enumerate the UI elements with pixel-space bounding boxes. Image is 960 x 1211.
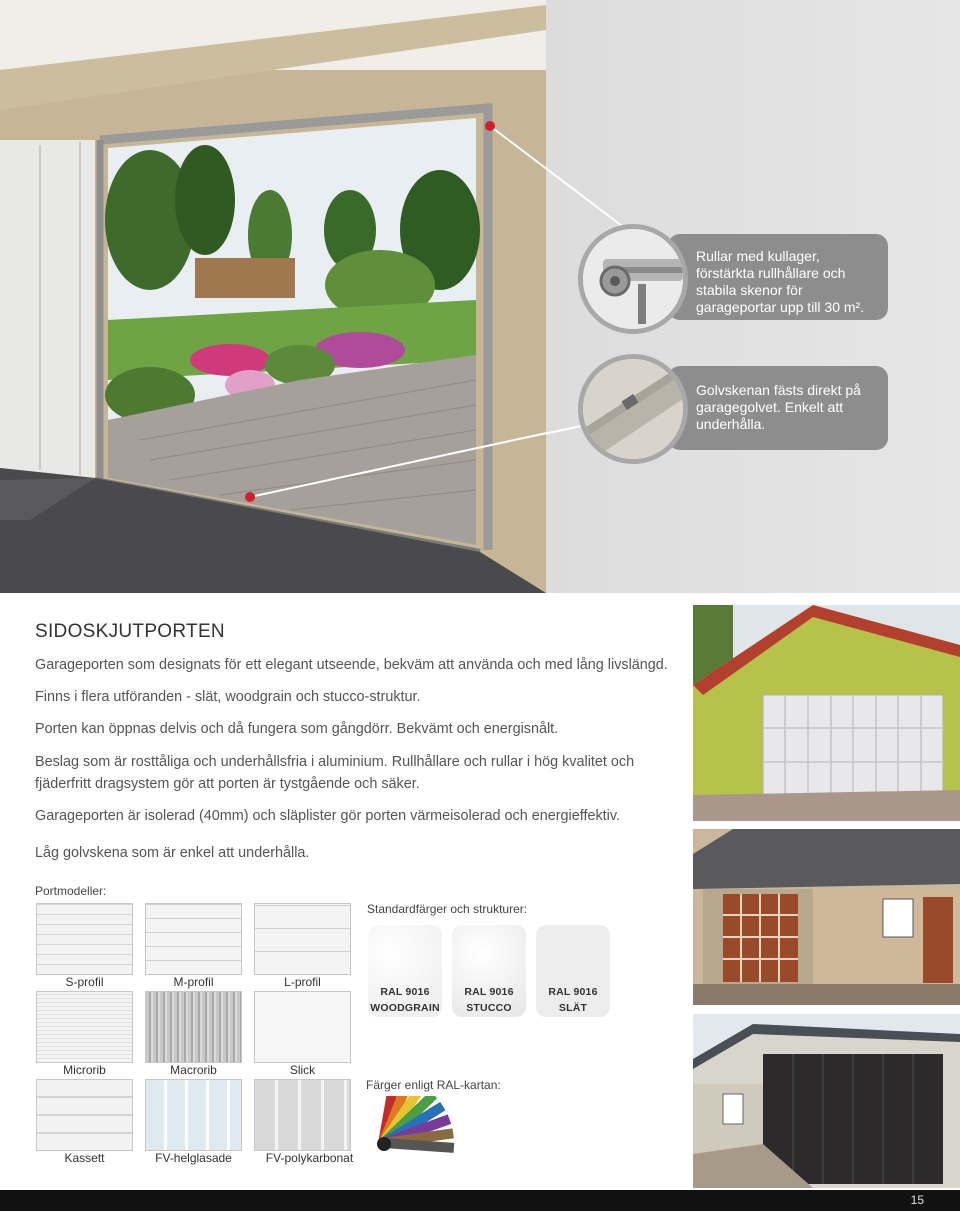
paragraph-4: Beslag som är rosttåliga och underhållsfria i aluminium. Rullhållare och rullar i hög kvalitet och fjäderfritt dragsystem gör att porten är tystgående och säker. bbox=[35, 754, 635, 792]
swatch-woodgrain-name: WOODGRAIN bbox=[370, 1002, 440, 1014]
colors-heading: Standardfärger och strukturer: bbox=[367, 902, 528, 916]
swatch-stucco-name: STUCCO bbox=[466, 1002, 512, 1014]
swatch-slat-name: SLÄT bbox=[558, 1002, 588, 1014]
model-fv-helglasade-thumb bbox=[145, 1079, 242, 1151]
page-number: 15 bbox=[910, 1193, 924, 1207]
model-m-profil-label: M-profil bbox=[173, 975, 214, 989]
model-kassett-label: Kassett bbox=[64, 1151, 105, 1165]
swatch-slat-code: RAL 9016 bbox=[548, 986, 598, 998]
paragraph-6: Låg golvskena som är enkel att underhålla. bbox=[35, 845, 310, 861]
paragraph-1: Garageporten som designats för ett elegant utseende, bekväm att använda och med lång livslängd. bbox=[35, 657, 668, 673]
footer-bar bbox=[0, 1190, 960, 1211]
callout-floor-track bbox=[668, 366, 888, 450]
house-photo-green bbox=[693, 605, 960, 821]
callout-rollers-text: Rullar med kullager, förstärkta rullhållare och stabila skenor för garageportar upp till 30 m². bbox=[696, 248, 865, 315]
paragraph-2: Finns i flera utföranden - slät, woodgrain och stucco-struktur. bbox=[35, 689, 421, 705]
swatch-stucco-label bbox=[452, 984, 526, 1016]
model-macrorib-label: Macrorib bbox=[170, 1063, 217, 1077]
swatch-stucco-code: RAL 9016 bbox=[464, 986, 514, 998]
ral-heading: Färger enligt RAL-kartan: bbox=[366, 1078, 501, 1092]
model-slick-thumb bbox=[254, 991, 351, 1063]
swatch-woodgrain-label bbox=[368, 984, 442, 1016]
house-photo-dark-door bbox=[693, 1014, 960, 1188]
model-fv-helglasade-label: FV-helglasade bbox=[155, 1151, 232, 1165]
roller-detail-image bbox=[578, 224, 688, 334]
paragraph-3: Porten kan öppnas delvis och då fungera som gångdörr. Bekvämt och energisnålt. bbox=[35, 721, 559, 737]
model-macrorib-thumb bbox=[145, 991, 242, 1063]
hero-photo bbox=[0, 0, 546, 593]
model-slick-label: Slick bbox=[289, 1063, 316, 1077]
model-m-profil-thumb bbox=[145, 903, 242, 975]
model-fv-polykarbonat-label: FV-polykarbonat bbox=[265, 1151, 354, 1165]
models-heading: Portmodeller: bbox=[35, 884, 107, 898]
ral-fan-icon bbox=[366, 1096, 462, 1154]
section-title: SIDOSKJUTPORTEN bbox=[35, 621, 225, 642]
model-microrib-label: Microrib bbox=[63, 1063, 106, 1077]
swatch-slat-label bbox=[536, 984, 610, 1016]
callout-floor-track-text: Golvskenan fästs direkt på garagegolvet. Enkelt att underhålla. bbox=[696, 382, 861, 432]
model-kassett-thumb bbox=[36, 1079, 133, 1151]
model-l-profil-label: L-profil bbox=[284, 975, 321, 989]
callout-rollers bbox=[668, 234, 888, 320]
model-fv-polykarbonat-thumb bbox=[254, 1079, 351, 1151]
swatch-woodgrain-code: RAL 9016 bbox=[380, 986, 430, 998]
model-s-profil-thumb bbox=[36, 903, 133, 975]
model-l-profil-thumb bbox=[254, 903, 351, 975]
house-photo-brick bbox=[693, 829, 960, 1005]
paragraph-5: Garageporten är isolerad (40mm) och släplister gör porten värmeisolerad och energieffektiv. bbox=[35, 808, 620, 824]
model-s-profil-label: S-profil bbox=[65, 975, 104, 989]
model-microrib-thumb bbox=[36, 991, 133, 1063]
floor-track-detail-image bbox=[578, 354, 688, 464]
